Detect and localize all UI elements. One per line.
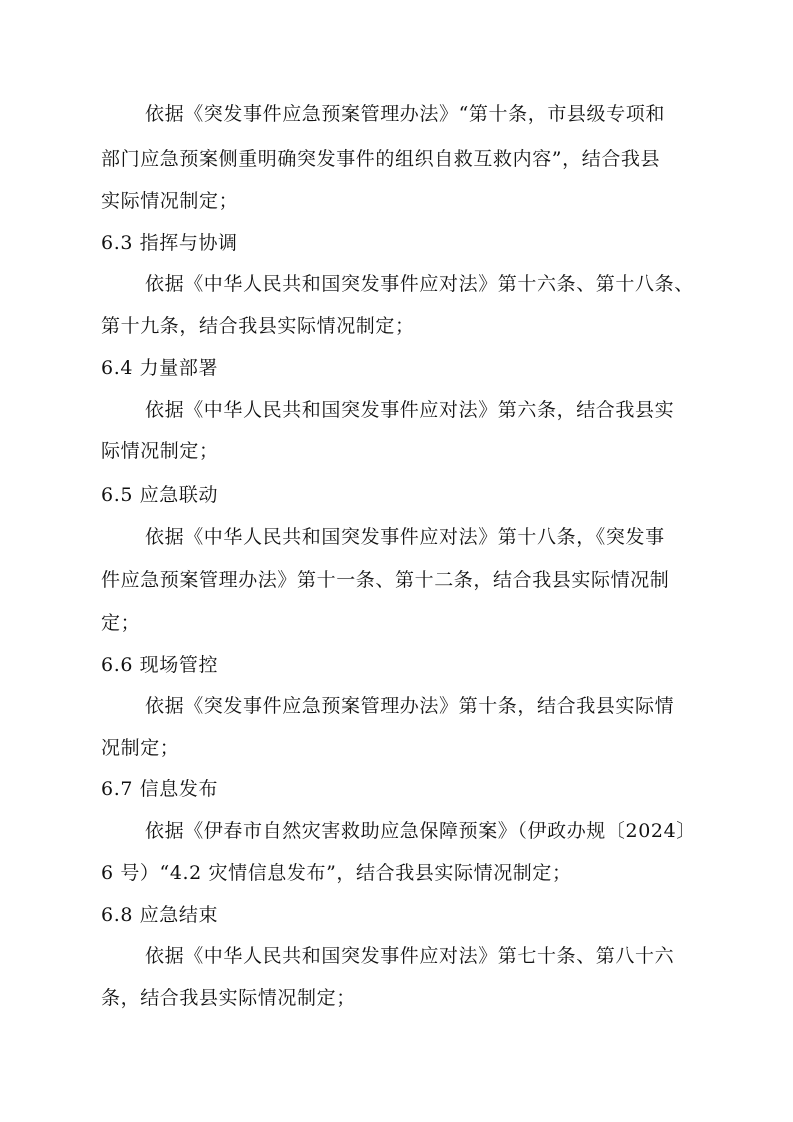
paragraph-line: 条，结合我县实际情况制定；	[101, 987, 356, 1009]
paragraph-line: 况制定；	[101, 737, 180, 759]
section-heading-6-6: 6.6 现场管控	[101, 654, 219, 676]
paragraph-line: 件应急预案管理办法》第十一条、第十二条，结合我县实际情况制	[101, 569, 670, 591]
paragraph-line: 部门应急预案侧重明确突发事件的组织自救互救内容”，结合我县	[101, 148, 661, 170]
section-heading-6-3: 6.3 指挥与协调	[101, 232, 238, 254]
paragraph-line: 依据《中华人民共和国突发事件应对法》第十六条、第十八条、	[145, 273, 694, 295]
paragraph-line: 依据《中华人民共和国突发事件应对法》第十八条，《突发事	[145, 526, 665, 548]
paragraph-line: 实际情况制定；	[101, 190, 239, 212]
section-heading-6-5: 6.5 应急联动	[101, 484, 219, 506]
paragraph-line: 际情况制定；	[101, 440, 219, 462]
paragraph-line: 依据《突发事件应急预案管理办法》第十条，结合我县实际情	[145, 695, 675, 717]
paragraph-line: 定；	[101, 612, 141, 634]
paragraph-line: 依据《中华人民共和国突发事件应对法》第七十条、第八十六	[145, 945, 675, 967]
paragraph-line: 依据《突发事件应急预案管理办法》“第十条，市县级专项和	[145, 103, 665, 125]
paragraph-line: 第十九条，结合我县实际情况制定；	[101, 315, 415, 337]
section-heading-6-7: 6.7 信息发布	[101, 778, 219, 800]
paragraph-line: 6 号）“4.2 灾情信息发布”，结合我县实际情况制定；	[101, 862, 572, 884]
paragraph-line: 依据《伊春市自然灾害救助应急保障预案》（伊政办规〔2024〕	[145, 820, 696, 842]
section-heading-6-8: 6.8 应急结束	[101, 904, 219, 926]
section-heading-6-4: 6.4 力量部署	[101, 357, 219, 379]
paragraph-line: 依据《中华人民共和国突发事件应对法》第六条，结合我县实	[145, 399, 675, 421]
